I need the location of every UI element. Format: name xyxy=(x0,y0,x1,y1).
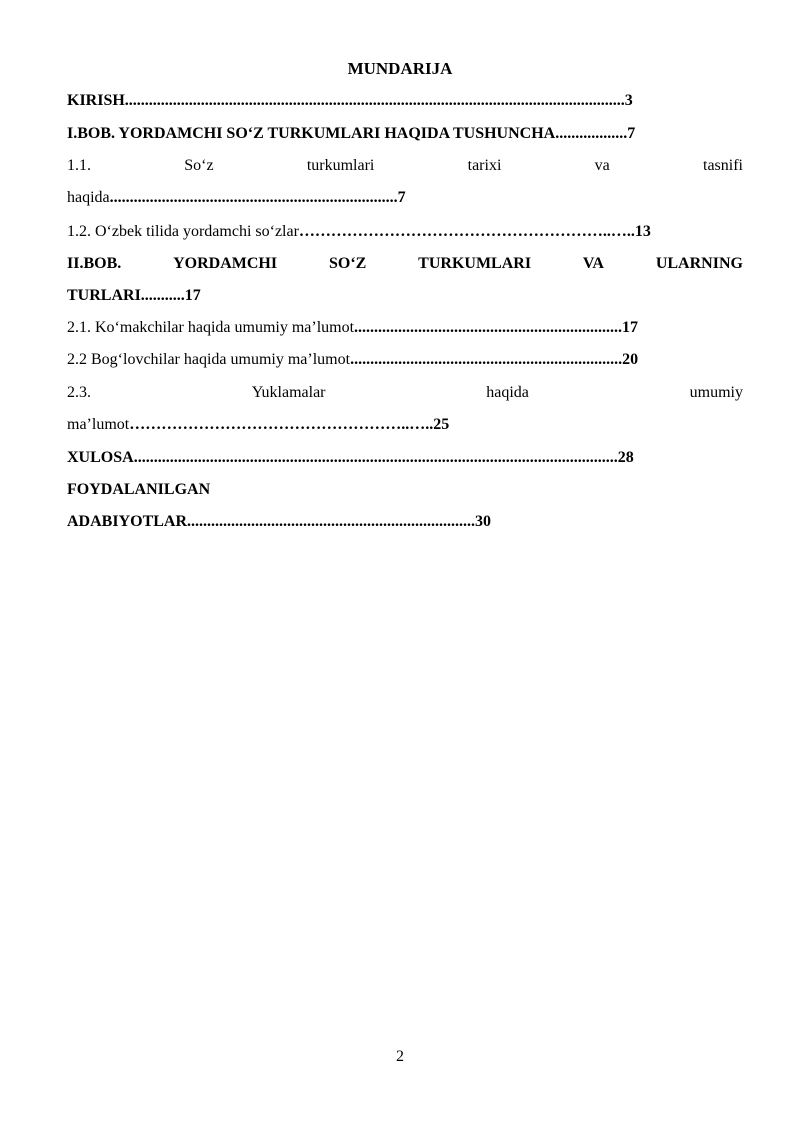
entry-word: VA xyxy=(582,255,604,272)
toc-entry-s22 xyxy=(67,349,743,371)
toc-entry-s12 xyxy=(67,221,743,243)
entry-page: 7 xyxy=(397,189,406,206)
entry-word: tarixi xyxy=(467,157,502,174)
entry-text: I.BOB. YORDAMCHI SO‘Z TURKUMLARI HAQIDA TUSHUNCHA xyxy=(67,125,556,142)
toc-entry-s11-line2 xyxy=(67,187,743,209)
toc-entry-kirish xyxy=(67,90,743,112)
toc-entry-bob2-line2 xyxy=(67,285,743,307)
entry-dots: ........................................................................ xyxy=(109,189,398,206)
toc-entry-bob2-line1 xyxy=(67,253,743,275)
entry-text: 1.2. O‘zbek tilida yordamchi so‘zlar xyxy=(67,223,299,240)
entry-dots: ................................................................... xyxy=(354,319,623,336)
entry-page: 17 xyxy=(622,319,639,336)
entry-text: ADABIYOTLAR xyxy=(67,513,188,530)
toc-entry-s11-line1 xyxy=(67,155,743,177)
entry-dots: ........... xyxy=(140,287,185,304)
entry-text: FOYDALANILGAN xyxy=(67,481,211,498)
toc-entry-foyda-line1 xyxy=(67,479,743,501)
toc-entry-s23-line2 xyxy=(67,414,743,436)
entry-page: 3 xyxy=(624,92,633,109)
entry-word: 2.3. xyxy=(67,384,91,401)
entry-dots: ……………………………………………..….. xyxy=(129,416,434,433)
entry-page: 30 xyxy=(475,513,492,530)
entry-word: 1.1. xyxy=(67,157,91,174)
entry-word: umumiy xyxy=(689,384,743,401)
entry-text: ma’lumot xyxy=(67,416,130,433)
toc-entry-s21 xyxy=(67,317,743,339)
entry-word: turkumlari xyxy=(306,157,375,174)
entry-page: 13 xyxy=(634,223,651,240)
entry-text: XULOSA xyxy=(67,449,134,466)
entry-word: Yuklamalar xyxy=(251,384,326,401)
toc-entry-xulosa xyxy=(67,447,743,469)
entry-dots: ............................................................................................................................. xyxy=(124,92,625,109)
entry-text: 2.1. Ko‘makchilar haqida umumiy ma’lumot xyxy=(67,319,355,336)
entry-word: haqida xyxy=(486,384,529,401)
entry-page: 28 xyxy=(617,449,634,466)
entry-word: tasnifi xyxy=(703,157,743,174)
entry-dots: ........................................................................ xyxy=(187,513,476,530)
entry-word: TURKUMLARI xyxy=(418,255,532,272)
entry-page: 20 xyxy=(622,351,639,368)
entry-page: 17 xyxy=(184,287,201,304)
entry-word: So‘z xyxy=(184,157,214,174)
entry-page: 25 xyxy=(433,416,450,433)
page-number: 2 xyxy=(396,1048,404,1065)
entry-text: 2.2 Bog‘lovchilar haqida umumiy ma’lumot xyxy=(67,351,351,368)
entry-dots: …………………………………………………..….. xyxy=(298,223,635,240)
toc-title: MUNDARIJA xyxy=(347,59,453,78)
entry-dots: .................................................................... xyxy=(350,351,623,368)
entry-text: haqida xyxy=(67,189,110,206)
entry-word: va xyxy=(594,157,610,174)
entry-word: II.BOB. xyxy=(67,255,122,272)
toc-entry-s23-line1 xyxy=(67,382,743,404)
entry-dots: .................. xyxy=(555,125,628,142)
entry-word: YORDAMCHI xyxy=(173,255,278,272)
toc-entry-bob1 xyxy=(67,123,743,145)
entry-word: ULARNING xyxy=(655,255,743,272)
entry-text: KIRISH xyxy=(67,92,125,109)
entry-word: SO‘Z xyxy=(328,255,367,272)
entry-text: TURLARI xyxy=(67,287,141,304)
entry-page: 7 xyxy=(627,125,636,142)
toc-entry-foyda-line2 xyxy=(67,511,743,533)
entry-dots: ......................................................................................................................... xyxy=(133,449,618,466)
